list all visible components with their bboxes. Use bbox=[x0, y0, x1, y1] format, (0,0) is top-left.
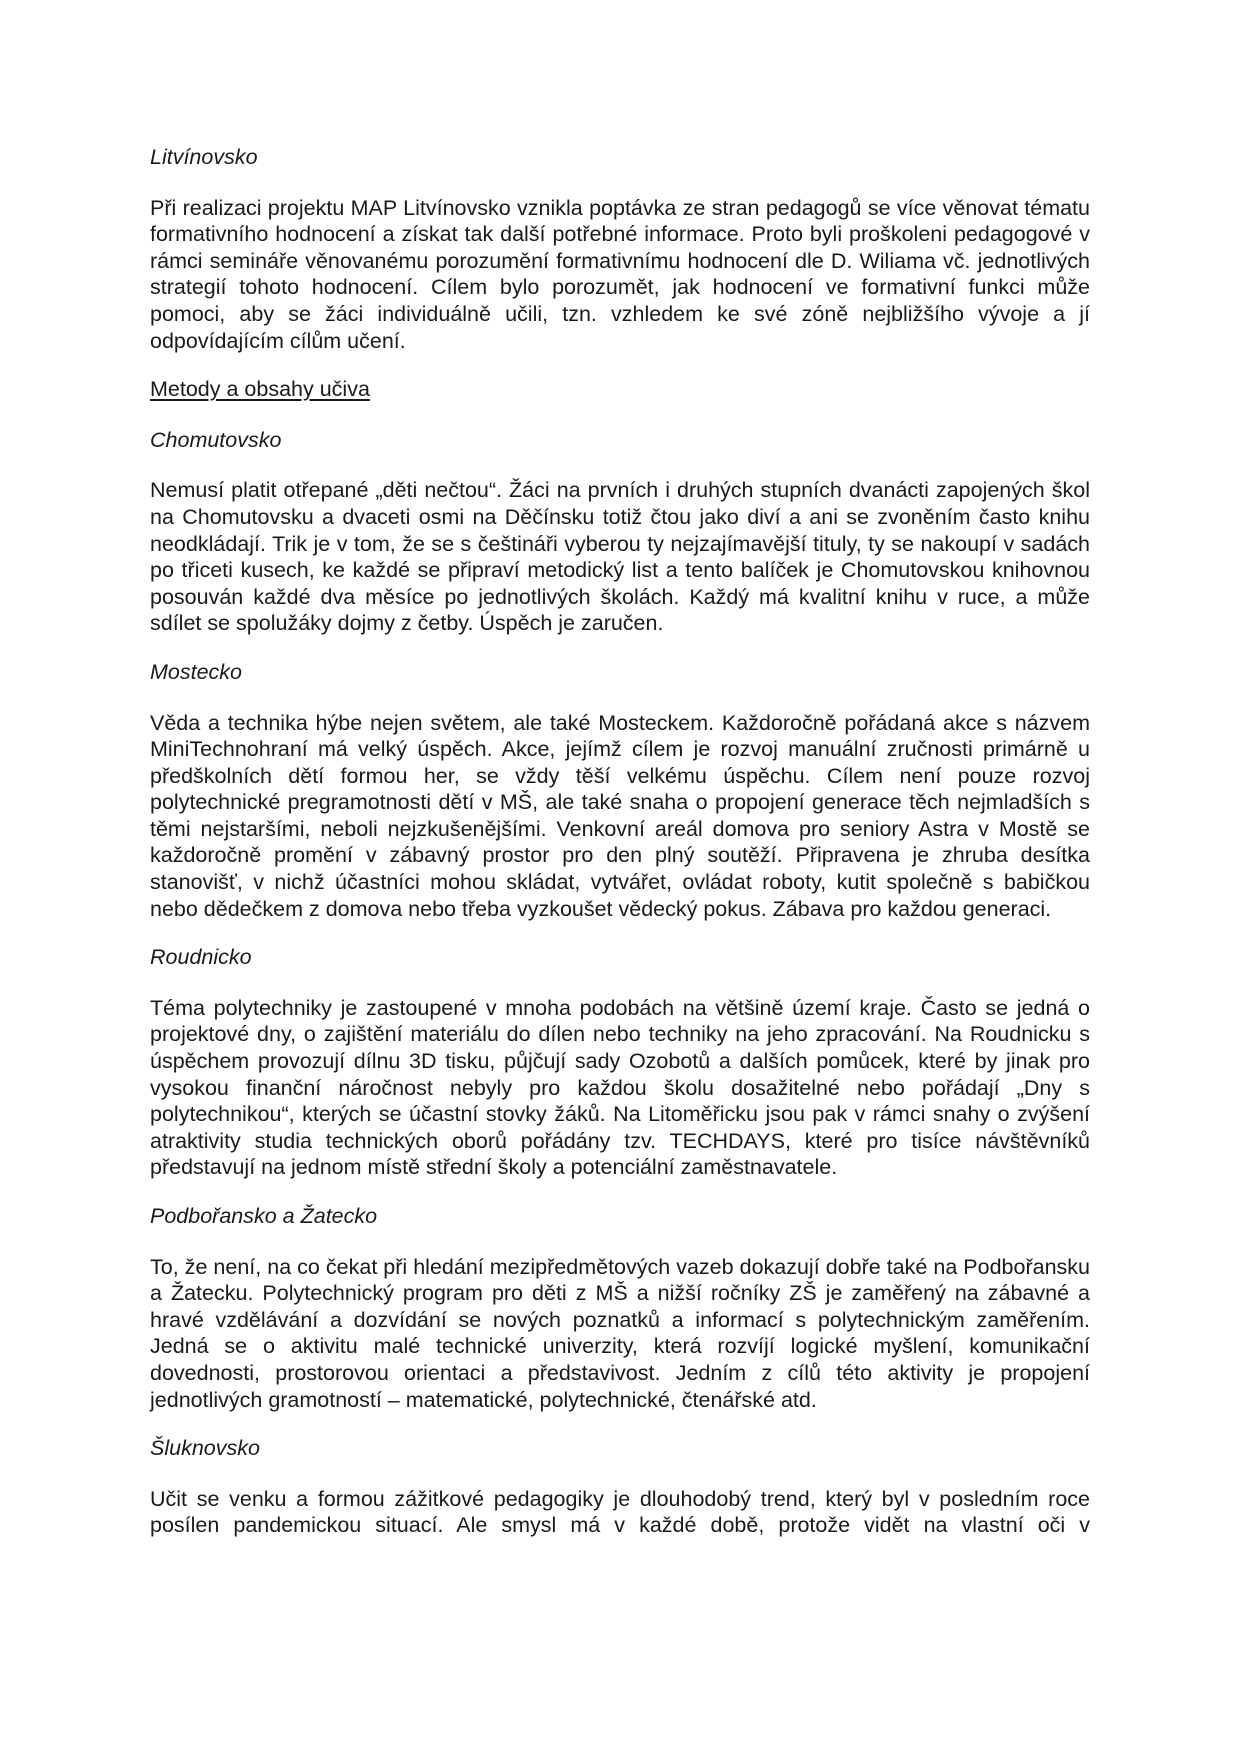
section-paragraph-podboransko-zatecko: To, že není, na co čekat při hledání mezipředmětových vazeb dokazují dobře také na Podbořansku a Žatecku. Polytechnický program pro děti z MŠ a nižší ročníky ZŠ je zaměřený na zábavné a hravé vzdělávání a dozvídání se nových poznatků a informací s polytechnickým zaměřením. Jedná se o aktivitu malé technické univerzity, která rozvíjí logické myšlení, komunikační dovednosti, prostorovou orientaci a představivost. Jedním z cílů této aktivity je propojení jednotlivých gramotností – matematické, polytechnické, čtenářské atd. bbox=[150, 1254, 1090, 1412]
section-paragraph-chomutovsko: Nemusí platit otřepané „děti nečtou“. Žáci na prvních i druhých stupních dvanácti zapojených škol na Chomutovsku a dvaceti osmi na Děčínsku totiž čtou jako diví a ani se zvoněním často knihu neodkládají. Trik je v tom, že se s češtináři vyberou ty nejzajímavější tituly, ty se nakoupí v sadách po třiceti kusech, ke každé se připraví metodický list a tento balíček je Chomutovskou knihovnou posouván každé dva měsíce po jednotlivých školách. Každý má kvalitní knihu v ruce, a může sdílet se spolužáky dojmy z četby. Úspěch je zaručen. bbox=[150, 478, 1090, 636]
section-heading-litvinovsko: Litvínovsko bbox=[150, 145, 258, 169]
section-heading-mostecko: Mostecko bbox=[150, 659, 243, 684]
section-paragraph-mostecko: Věda a technika hýbe nejen světem, ale také Mosteckem. Každoročně pořádaná akce s názvem MiniTechnohraní má velký úspěch. Akce, jejímž cílem je rozvoj manuální zručnosti primárně u předškolních dětí formou her, se vždy těší velkému úspěchu. Cílem není pouze rozvoj polytechnické pregramotnosti dětí v MŠ, ale také snaha o propojení generace těch nejmladších s těmi nejstaršími, neboli nejzkušenějšími. Venkovní areál domova pro seniory Astra v Mostě se každoročně promění v zábavný prostor pro den plný soutěží. Připravena je zhruba desítka stanovišť, v nichž účastníci mohou skládat, vytvářet, ovládat roboty, kutit společně s babičkou nebo dědečkem z domova nebo třeba vyzkoušet vědecký pokus. Zábava pro každou generaci. bbox=[150, 710, 1090, 921]
section-heading-roudnicko: Roudnicko bbox=[150, 945, 252, 970]
section-paragraph-sluknovsko: Učit se venku a formou zážitkové pedagogiky je dlouhodobý trend, který byl v posledním roce posílen pandemickou situací. Ale smysl má v každé době, protože vidět na vlastní oči v bbox=[150, 1486, 1090, 1538]
section-heading-podboransko-zatecko: Podbořansko a Žatecko bbox=[150, 1204, 378, 1228]
section-heading-chomutovsko: Chomutovsko bbox=[150, 427, 282, 452]
subheading-metody-a-obsahy: Metody a obsahy učiva bbox=[150, 377, 370, 402]
document-page bbox=[150, 144, 1090, 1539]
section-paragraph-roudnicko: Téma polytechniky je zastoupené v mnoha podobách na většině území kraje. Často se jedná o projektové dny, o zajištění materiálu do dílen nebo techniky na jeho zpracování. Na Roudnicku s úspěchem provozují dílnu 3D tisku, půjčují sady Ozobotů a dalších pomůcek, které by jinak pro vysokou finanční náročnost nebyly pro každou školu dosažitelné nebo pořádají „Dny s polytechnikou“, kterých se účastní stovky žáků. Na Litoměřicku jsou pak v rámci snahy o zvýšení atraktivity studia technických oborů pořádány tzv. TECHDAYS, které pro tisíce návštěvníků představují na jednom místě střední školy a potenciální zaměstnavatele. bbox=[150, 995, 1090, 1180]
section-heading-sluknovsko: Šluknovsko bbox=[150, 1436, 260, 1461]
section-paragraph-litvinovsko: Při realizaci projektu MAP Litvínovsko vznikla poptávka ze stran pedagogů se více věnovat tématu formativního hodnocení a získat tak další potřebné informace. Proto byli proškoleni pedagogové v rámci semináře věnovanému porozumění formativnímu hodnocení dle D. Wiliama vč. jednotlivých strategií tohoto hodnocení. Cílem bylo porozumět, jak hodnocení ve formativní funkci může pomoci, aby se žáci individuálně učili, tzn. vzhledem ke své zóně nejbližšího vývoje a jí odpovídajícím cílům učení. bbox=[150, 195, 1090, 353]
